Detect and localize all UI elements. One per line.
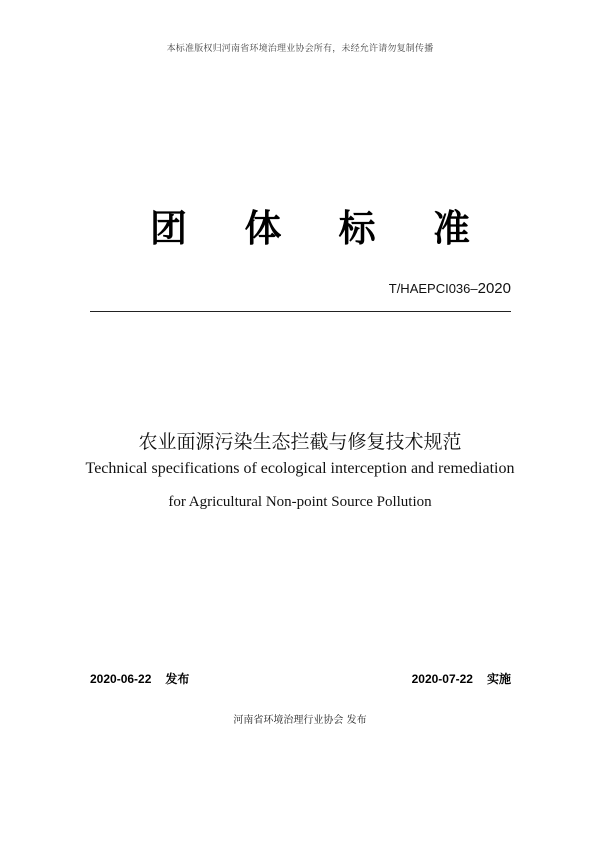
standard-type-char: 团 [150, 207, 187, 250]
publish-date-group [90, 670, 189, 687]
header-divider [90, 311, 511, 312]
implement-date-group [412, 670, 511, 687]
title-english-line2: for Agricultural Non-point Source Pollution [168, 494, 432, 510]
standard-code-prefix: T/HAEPCI036– [388, 281, 478, 296]
standard-type-char: 准 [432, 207, 470, 250]
publisher-line: 河南省环境治理行业协会 发布 [233, 715, 367, 726]
title-chinese: 农业面源污染生态拦截与修复技术规范 [138, 431, 462, 453]
implement-date: 2020-07-22 [411, 672, 473, 686]
standard-type-char: 标 [338, 207, 376, 250]
copyright-notice: 本标准版权归河南省环境治理业协会所有，未经允许请勿复制传播 [166, 44, 434, 54]
publish-label: 发布 [165, 672, 190, 686]
standard-code-year: 2020 [477, 280, 511, 297]
implement-label: 实施 [486, 672, 511, 686]
publish-date: 2020-06-22 [90, 672, 152, 686]
title-english-line1: Technical specifications of ecological interception and remediation [85, 460, 515, 477]
standard-type-heading [150, 204, 470, 254]
date-row [90, 670, 511, 687]
standard-code [389, 280, 511, 297]
standard-type-char: 体 [244, 207, 282, 250]
